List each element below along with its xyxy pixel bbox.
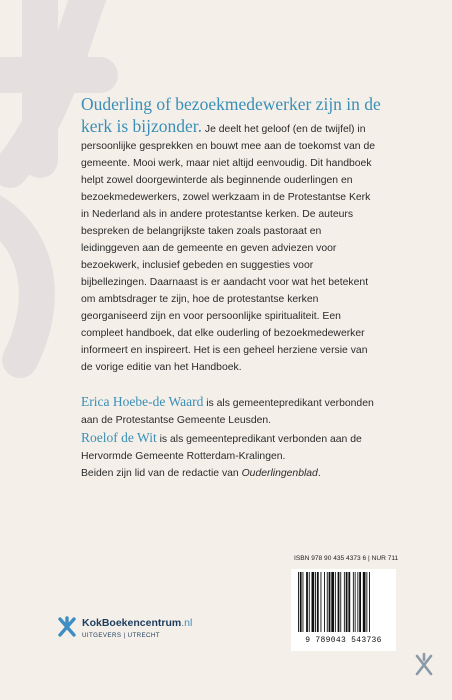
corner-cross-icon xyxy=(413,652,435,678)
author-bio: is als gemeentepredikant verbonden aan de Hervormde Gemeente Rotterdam-Kralingen. xyxy=(81,434,362,462)
author-name: Roelof de Wit xyxy=(81,430,157,445)
publisher-logo xyxy=(56,615,193,644)
back-cover-text xyxy=(81,94,381,482)
isbn-line: ISBN 978 90 435 4373 6 | NUR 711 xyxy=(294,555,399,562)
publisher-cross-icon xyxy=(56,615,78,639)
blurb-lead: Ouderling of bezoekmedewerker zijn in de kerk is bijzonder. xyxy=(81,94,381,136)
blurb-body: Je deelt het geloof (en de twijfel) in persoonlijke gesprekken en bouwt mee aan de toekomst van de gemeente. Mooi werk, maar niet altijd eenvoudig. Dit handboek helpt zowel doorgewinterde als beginnende ouderlingen en bezoekmedewerkers, zowel werkzaam in de Protestantse Kerk in Nederland als in andere protestantse kerken. De auteurs bespreken de belangrijkste taken zoals pastoraat en leidinggeven aan de gemeente en geven adviezen voor bezoekwerk, inclusief gebeden en suggesties voor bijbellezingen. Daarnaast is er aandacht voor wat het betekent om ambtsdrager te zijn, hoe de protestantse kerken georganiseerd zijn en voor persoonlijke spiritualiteit. Een compleet handboek, dat elke ouderling of bezoekmedewerker informeert en inspireert. Het is een geheel herziene versie van de vorige editie van het Handboek. xyxy=(81,124,376,373)
publisher-subline: UITGEVERS | UTRECHT xyxy=(82,632,160,639)
author-section xyxy=(81,393,381,482)
author-bio: is als gemeentepredikant verbonden aan de Protestantse Gemeente Leusden. xyxy=(81,398,374,426)
author-name: Erica Hoebe-de Waard xyxy=(81,394,204,409)
barcode-digits: 9 789043 543736 xyxy=(305,636,382,645)
author-entry xyxy=(81,429,381,465)
barcode-bars xyxy=(294,572,393,634)
author-entry xyxy=(81,393,381,429)
publisher-name: KokBoekencentrum.nl xyxy=(82,617,193,629)
editorial-note: Beiden zijn lid van de redactie van Ouderlingenblad. xyxy=(81,468,321,479)
barcode xyxy=(291,569,396,651)
magazine-title: Ouderlingenblad xyxy=(241,468,318,479)
